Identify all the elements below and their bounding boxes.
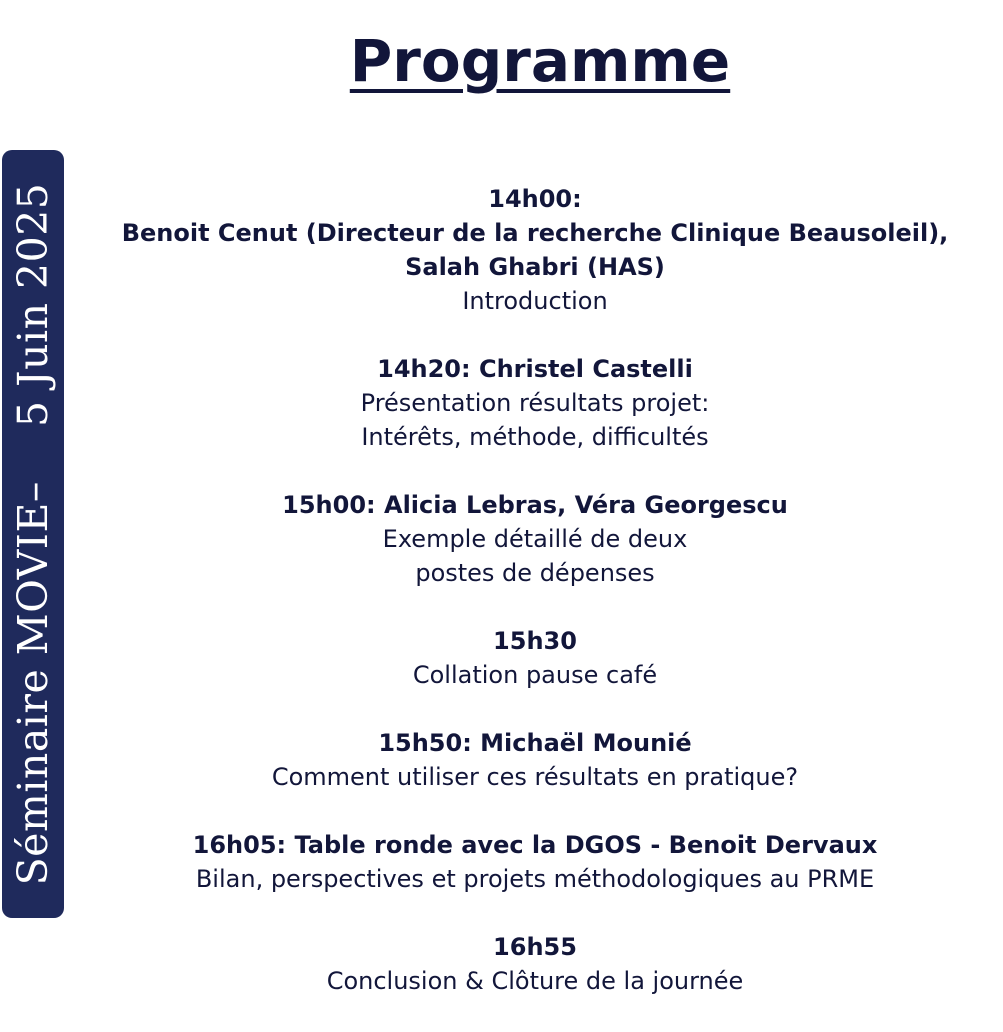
session-time-speaker: Salah Ghabri (HAS): [405, 253, 665, 281]
session-time-speaker: 15h50: Michaël Mounié: [378, 729, 692, 757]
session-2: [100, 352, 970, 454]
session-description: Conclusion & Clôture de la journée: [326, 967, 744, 995]
session-time-speaker: 16h05: Table ronde avec la DGOS - Benoit Dervaux: [192, 831, 878, 859]
session-description: Collation pause café: [412, 661, 658, 689]
session-time-speaker: 15h30: [493, 627, 577, 655]
session-description: Intérêts, méthode, difficultés: [361, 423, 709, 451]
session-description: postes de dépenses: [415, 559, 655, 587]
session-time-speaker: 14h00:: [488, 185, 582, 213]
session-time-speaker: 14h20: Christel Castelli: [377, 355, 693, 383]
session-5: [100, 726, 970, 794]
session-time-speaker: Benoit Cenut (Directeur de la recherche Clinique Beausoleil),: [121, 219, 949, 247]
session-time-speaker: 16h55: [493, 933, 577, 961]
page-title-text: Programme: [349, 27, 731, 95]
page-title: [0, 26, 1003, 96]
session-description: Bilan, perspectives et projets méthodologiques au PRME: [195, 865, 875, 893]
side-banner-text: Séminaire MOVIE– 5 Juin 2025: [9, 182, 57, 886]
session-3: [100, 488, 970, 590]
session-time-speaker: 15h00: Alicia Lebras, Véra Georgescu: [282, 491, 788, 519]
session-description: Présentation résultats projet:: [360, 389, 710, 417]
session-6: [100, 828, 970, 896]
program-list: [100, 182, 970, 1032]
session-description: Introduction: [462, 287, 608, 315]
session-7: [100, 930, 970, 998]
session-description: Exemple détaillé de deux: [382, 525, 688, 553]
session-description: Comment utiliser ces résultats en pratique?: [271, 763, 799, 791]
session-1: [100, 182, 970, 318]
session-4: [100, 624, 970, 692]
